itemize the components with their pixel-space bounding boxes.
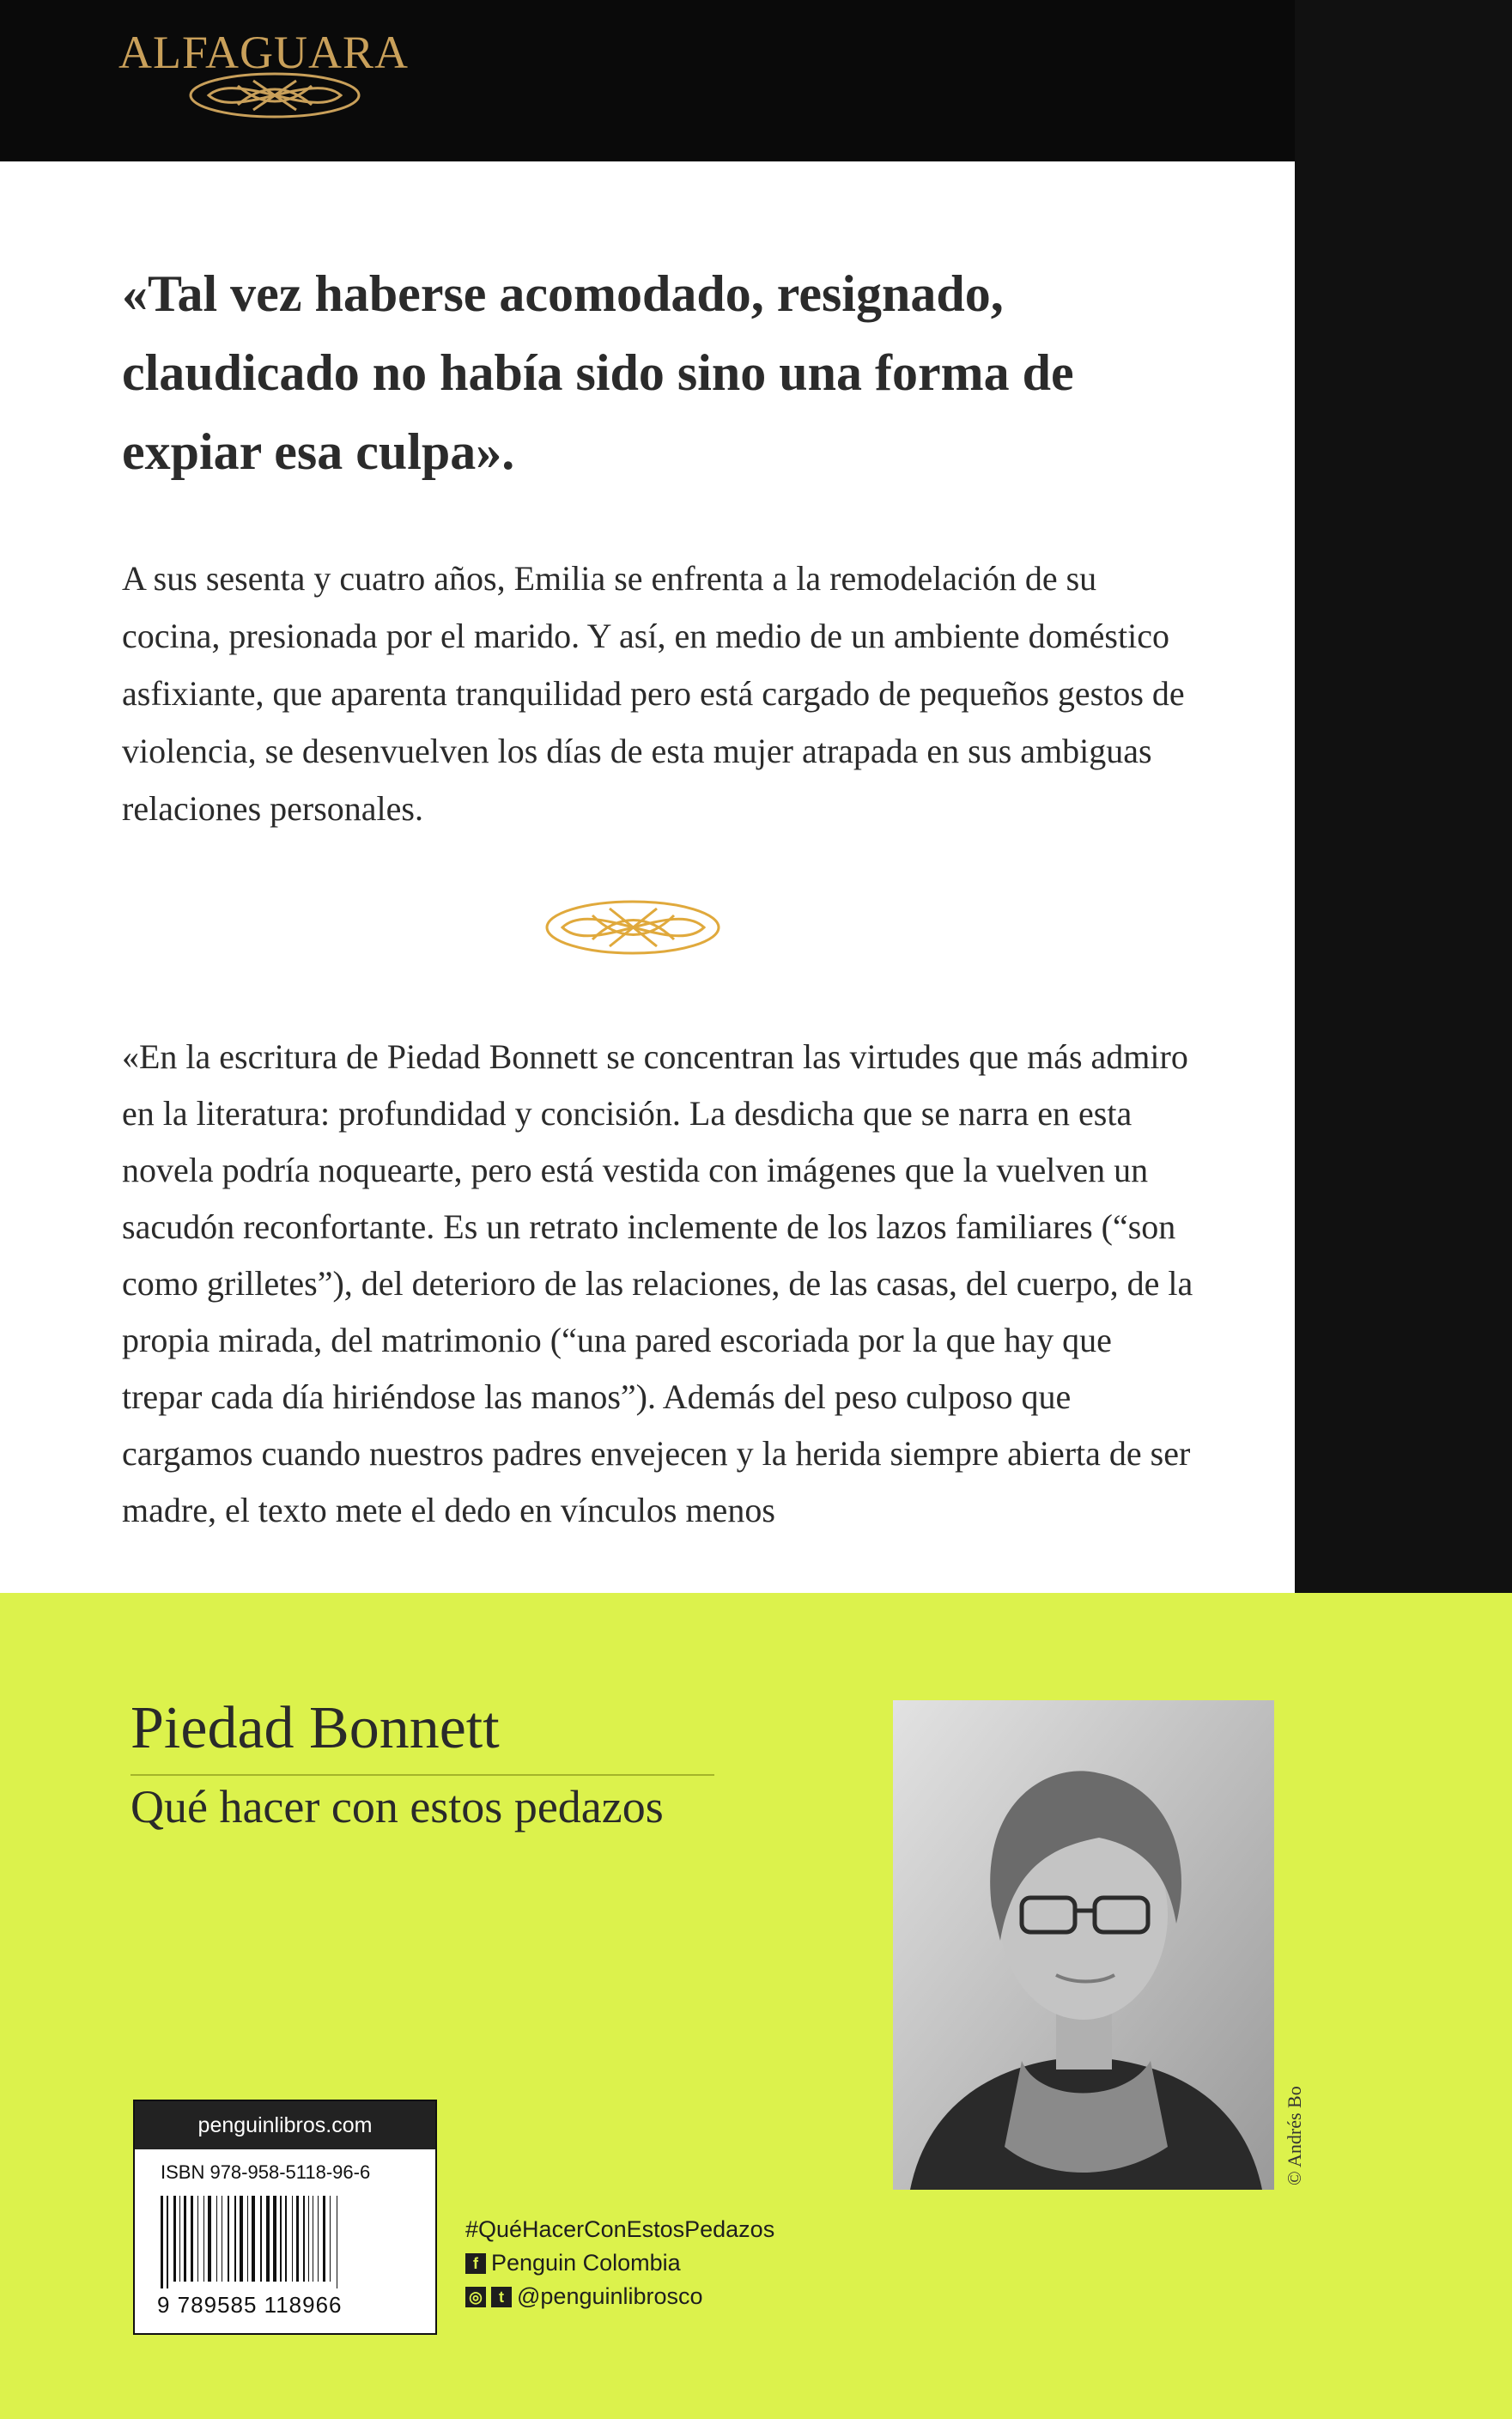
barcode-bar xyxy=(323,2196,325,2282)
social-links xyxy=(465,2213,774,2313)
barcode-bar xyxy=(208,2196,211,2282)
book-title: Qué hacer con estos pedazos xyxy=(131,1781,664,1832)
hashtag-line xyxy=(465,2213,774,2246)
photo-credit: © Andrés Bo xyxy=(1284,2086,1305,2185)
barcode-bar xyxy=(296,2196,299,2282)
barcode-bar xyxy=(273,2196,276,2282)
facebook-text: Penguin Colombia xyxy=(491,2250,681,2276)
barcode-bar xyxy=(280,2196,282,2282)
back-cover-page xyxy=(0,161,1295,1595)
barcode-bar xyxy=(161,2196,163,2288)
instagram-twitter-line xyxy=(465,2280,774,2313)
publisher-logo-text: ALFAGUARA xyxy=(118,27,410,78)
facebook-line xyxy=(465,2246,774,2280)
barcode-bar xyxy=(173,2196,176,2282)
barcode-bar xyxy=(184,2196,186,2282)
synopsis-paragraph: A sus sesenta y cuatro años, Emilia se enfrenta a la remodelación de su cocina, presionada por el marido. Y así, en medio de un ambiente doméstico asfixiante, que aparenta tranquilidad pero está cargado de pequeños gestos de violencia, se desenvuelven los días de esta mujer atrapada en sus ambiguas relaciones personales. xyxy=(122,559,1185,828)
barcode-bar xyxy=(240,2196,243,2282)
author-photo xyxy=(893,1700,1274,2190)
facebook-icon: f xyxy=(465,2253,486,2274)
barcode-bar xyxy=(308,2196,309,2282)
barcode-bar xyxy=(179,2196,180,2282)
barcode-bar xyxy=(260,2196,262,2282)
barcode-bar xyxy=(330,2196,331,2282)
review-paragraph: «En la escritura de Piedad Bonnett se concentran las virtudes que más admiro en la literatura: profundidad y concisión. La desdicha que se narra en esta novela podría noquearte, pero está vestida con imágenes que la vuelven un sacudón reconfortante. Es un retrato inclemente de los lazos familiares (“son como grilletes”), del deterioro de las relaciones, de las casas, del cuerpo, de la propia mirada, del matrimonio (“una pared escoriada por la que hay que trepar cada día hiriéndose las manos”). Además del peso culposo que cargamos cuando nuestros padres envejecen y la herida siempre abierta de ser madre, el texto mete el dedo en vínculos menos xyxy=(122,1037,1193,1529)
ornament-flourish-icon xyxy=(541,895,726,960)
social-handle: @penguinlibrosco xyxy=(517,2283,703,2309)
author-name: Piedad Bonnett xyxy=(131,1695,500,1761)
barcode-box xyxy=(133,2100,437,2335)
isbn-text: ISBN 978-958-5118-96-6 xyxy=(161,2161,371,2183)
twitter-icon: t xyxy=(491,2287,512,2307)
barcode-bar xyxy=(303,2196,305,2282)
barcode-bar xyxy=(247,2196,248,2282)
barcode-bar xyxy=(234,2196,236,2282)
hashtag-text: #QuéHacerConEstosPedazos xyxy=(465,2216,775,2242)
barcode-graphic xyxy=(161,2196,410,2288)
barcode-bar xyxy=(318,2196,319,2282)
barcode-bar xyxy=(167,2196,168,2288)
barcode-bar xyxy=(203,2196,204,2282)
barcode-bar xyxy=(292,2196,293,2282)
barcode-bar xyxy=(197,2196,198,2282)
instagram-icon: ◎ xyxy=(465,2287,486,2307)
epigraph-quote: «Tal vez haberse acomodado, resignado, claudicado no había sido sino una forma de expiar esa culpa». xyxy=(122,265,1074,480)
barcode-bar xyxy=(252,2196,255,2282)
publisher-flourish-icon xyxy=(185,69,365,122)
barcode-bar xyxy=(285,2196,287,2282)
barcode-bar xyxy=(191,2196,193,2282)
barcode-bar xyxy=(216,2196,217,2282)
website-label: penguinlibros.com xyxy=(135,2101,435,2149)
title-divider xyxy=(131,1774,714,1776)
barcode-bar xyxy=(228,2196,229,2282)
barcode-digits: 9 789585 118966 xyxy=(157,2292,343,2318)
barcode-bar xyxy=(266,2196,270,2282)
book-band xyxy=(0,1593,1512,2419)
